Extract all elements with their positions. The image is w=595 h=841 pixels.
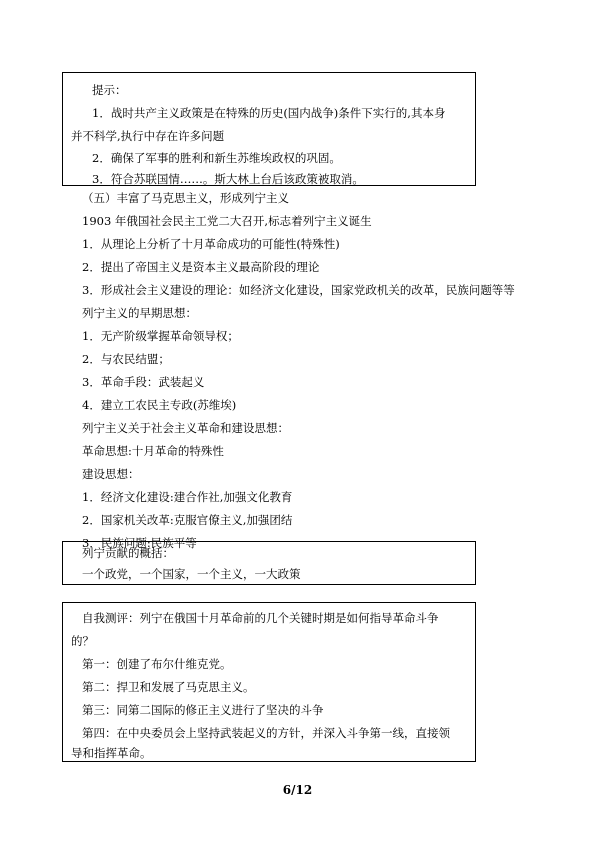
- self-test-answer: 第四：在中央委员会上坚持武装起义的方针，并深入斗争第一线，直接领: [82, 726, 450, 740]
- section-line: 1．无产阶级掌握革命领导权；: [82, 329, 239, 343]
- self-test-box: [62, 602, 476, 762]
- hint-item: 3．符合苏联国情……。斯大林上台后该政策被取消。: [92, 172, 364, 186]
- hint-item: 1．战时共产主义政策是在特殊的历史(国内战争)条件下实行的,其本身: [92, 106, 446, 120]
- summary-box: [62, 541, 476, 585]
- section-line: 列宁主义的早期思想：: [82, 306, 197, 320]
- section-line: 建设思想：: [82, 467, 140, 481]
- hint-item: 2．确保了军事的胜利和新生苏维埃政权的巩固。: [92, 151, 341, 165]
- section-line: 2．国家机关改革:克服官僚主义,加强团结: [82, 513, 293, 527]
- self-test-answer: 第二：捍卫和发展了马克思主义。: [82, 680, 255, 694]
- summary-content: 一个政党，一个国家，一个主义，一大政策: [82, 567, 301, 581]
- section-line: 1．经济文化建设:建合作社,加强文化教育: [82, 490, 293, 504]
- self-test-answer: 第三：同第二国际的修正主义进行了坚决的斗争: [82, 703, 324, 717]
- hint-title: 提示：: [92, 83, 127, 97]
- section-line: 列宁主义关于社会主义革命和建设思想：: [82, 421, 289, 435]
- section-line: 1．从理论上分析了十月革命成功的可能性(特殊性): [82, 237, 340, 251]
- section-line: 4．建立工农民主专政(苏维埃): [82, 398, 237, 412]
- section-line: 3．民族问题:民族平等: [82, 536, 197, 550]
- section-line: 革命思想:十月革命的特殊性: [82, 444, 224, 458]
- self-test-question: 的？: [71, 634, 94, 648]
- summary-title: 列宁贡献的概括：: [82, 546, 174, 560]
- self-test-answer: 第一：创建了布尔什维克党。: [82, 657, 232, 671]
- section-heading: （五）丰富了马克思主义，形成列宁主义: [82, 191, 289, 205]
- page-number: 6/12: [282, 783, 313, 797]
- section-line: 2．提出了帝国主义是资本主义最高阶段的理论: [82, 260, 320, 274]
- hint-box: [62, 72, 476, 186]
- section-line: 3．革命手段：武装起义: [82, 375, 205, 389]
- section-line: 2．与农民结盟；: [82, 352, 170, 366]
- self-test-answer: 导和指挥革命。: [71, 746, 152, 760]
- section-line: 3．形成社会主义建设的理论：如经济文化建设，国家党政机关的改革，民族问题等等: [82, 283, 515, 297]
- section-line: 1903 年俄国社会民主工党二大召开,标志着列宁主义诞生: [82, 214, 372, 228]
- self-test-question: 自我测评：列宁在俄国十月革命前的几个关键时期是如何指导革命斗争: [82, 611, 439, 625]
- hint-item: 并不科学,执行中存在许多问题: [71, 129, 225, 143]
